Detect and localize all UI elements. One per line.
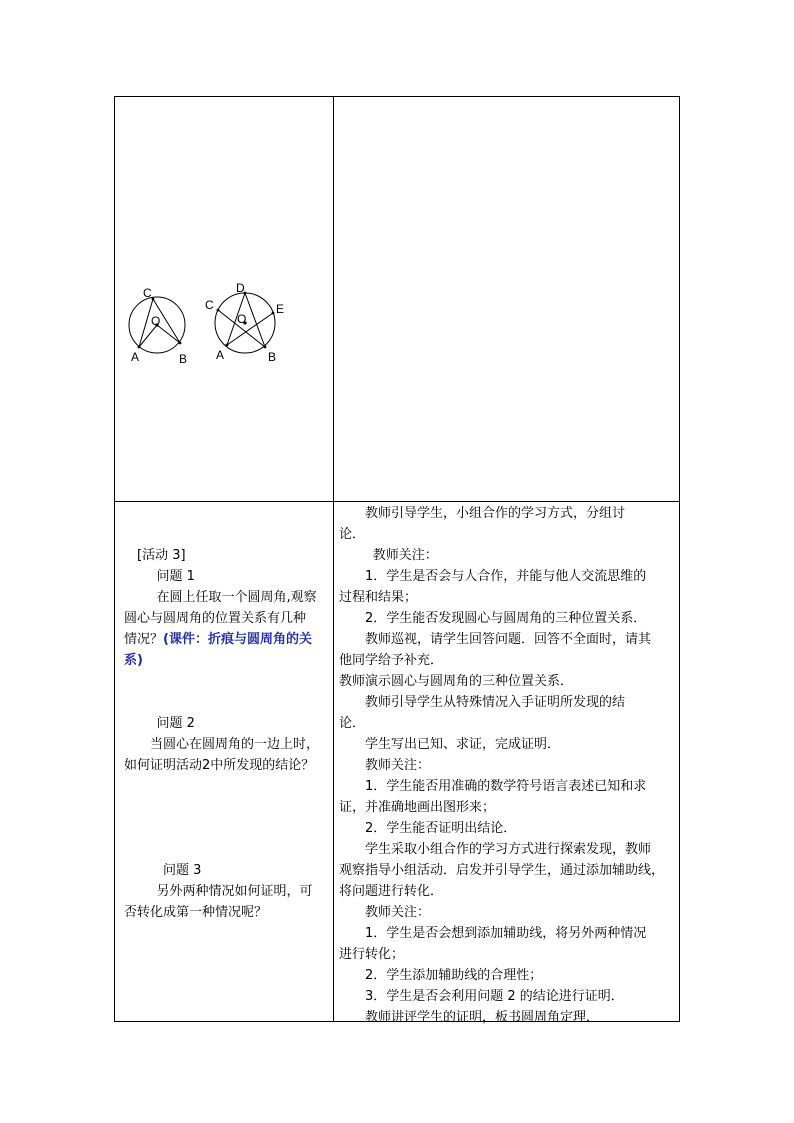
label-c2: C [205,298,214,312]
lesson-table [114,96,680,1025]
question-2-text: 当圆心在圆周角的一边上时， [150,737,320,752]
label-a2: A [216,348,225,362]
label-a1: A [131,350,140,363]
question-3-text: 另外两种情况如何证明，可 [156,884,313,899]
circle-angle-figures [125,283,285,363]
label-o1: O [151,314,161,328]
question-2-title: 问题 2 [156,716,195,731]
circle-figure-1 [129,286,187,363]
label-d2: D [236,283,245,295]
question-3-title: 问题 3 [163,863,202,878]
label-e2: E [276,302,285,316]
label-c1: C [143,286,152,300]
label-o2: O [237,312,247,326]
left-column-text: [活动 3] 问题 1 在圆上任取一个圆周角,观察 圆心与圆周角的位置关系有几种 情况？(课件：折痕与圆周角的关 系) 问题 2 当圆心在圆周角的一边上时， 如何证明活动2中所发现的结论？ 问题 3 另外两种情况如何证明，可 否转化成第一种情况呢？ [124,545,330,923]
right-column-text: 教师引导学生，小组合作的学习方式，分组讨 论． 教师关注： 1．学生是否会与人合作，并能与他人交流思维的 过程和结果； 2．学生能否发现圆心与圆周角的三种位置关系． 教师巡视，请学生回答问题．回答不全面时，请其 他同学给予补充． 教师演示圆心与圆周角的三种位置关系． 教师引导学生从特殊情况入手证明所发现的结 论． 学生写出已知、求证，完成证明． 教师关注： 1．学生能否用准确的数学符号语言表述已知和求 证，并准确地画出图形来； 2．学生能否证明出结论． 学生采取小组合作的学习方式进行探索发现，教师 观察指导小组活动．启发并引导学生，通过添加辅助线， 将问题进行转化． 教师关注： 1．学生是否会想到添加辅助线，将另外两种情况 进行转化； 2．学生添加辅助线的合理性； 3．学生是否会利用问题 2 的结论进行证明． 教师讲评学生的证明，板书圆周角定理． [339,506,665,1025]
label-b1: B [179,352,188,363]
activity-heading: [活动 3] [137,548,186,563]
question-1-title: 问题 1 [156,569,195,584]
row-divider [115,501,679,502]
question-1-text: 在圆上任取一个圆周角,观察 [156,590,317,605]
label-b2: B [268,350,277,363]
circle-figure-2 [205,283,284,363]
column-divider [333,97,334,1021]
courseware-link: (课件：折痕与圆周角的关 [163,632,312,647]
